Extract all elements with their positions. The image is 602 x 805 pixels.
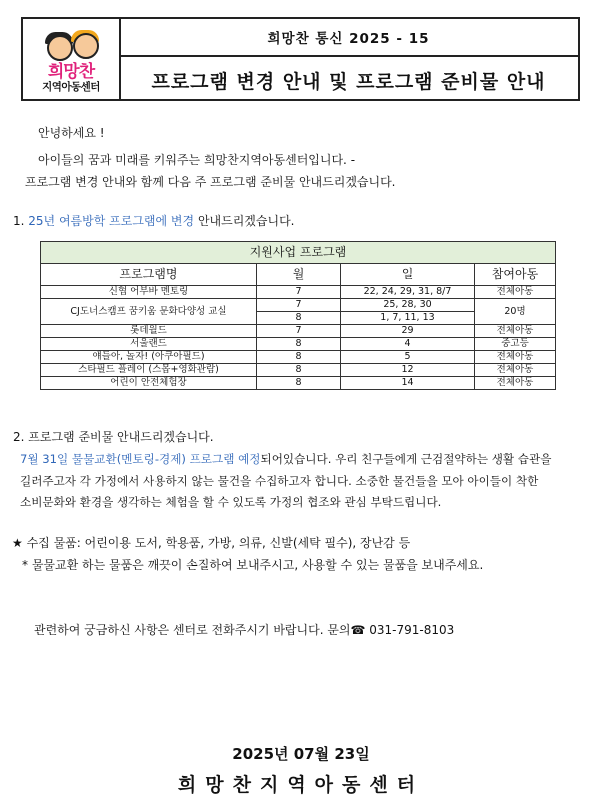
program-participants: 중고등 [475, 338, 556, 351]
program-days: 29 [341, 325, 475, 338]
section2-line [20, 452, 551, 467]
page-title: 프로그램 변경 안내 및 프로그램 준비물 안내 [151, 71, 546, 93]
program-name: 스타필드 플레이 (스몹+영화관람) [41, 364, 257, 377]
logo-box [23, 19, 121, 99]
issue-date: 2025년 07월 23일 [232, 745, 370, 763]
section2-line: 길러주고자 각 가정에서 사용하지 않는 물건을 수집하고자 합니다. 소중한 물건들을 모아 아이들이 착한 [20, 474, 539, 488]
table-row [41, 299, 556, 312]
table-row [41, 364, 556, 377]
contact-info: 관련하여 궁금하신 사항은 센터로 전화주시기 바랍니다. 문의☎ 031-791-8103 [34, 623, 455, 637]
program-participants: 전체아동 [475, 351, 556, 364]
column-header: 월 [257, 264, 341, 286]
table-row [41, 377, 556, 390]
intro-line: 아이들의 꿈과 미래를 키워주는 희망찬지역아동센터입니다. - [38, 153, 356, 167]
program-days: 4 [341, 338, 475, 351]
program-participants: 전체아동 [475, 377, 556, 390]
section2-highlight: 7월 31일 물물교환(멘토링-경제) 프로그램 예정 [20, 452, 261, 466]
issue-number: 희망찬 통신 2025 - 15 [267, 31, 430, 47]
program-month: 8 [257, 377, 341, 390]
table-caption: 지원사업 프로그램 [41, 242, 556, 264]
column-header: 참여아동 [475, 264, 556, 286]
program-month: 7 [257, 286, 341, 299]
table-row [41, 338, 556, 351]
program-participants: 전체아동 [475, 325, 556, 338]
program-name: CJ도너스캠프 꿈키움 문화다양성 교실 [41, 299, 257, 325]
program-month: 7 [257, 299, 341, 312]
program-month: 8 [257, 338, 341, 351]
program-month: 8 [257, 351, 341, 364]
logo-title: 희망찬 [47, 62, 95, 82]
program-month: 7 [257, 325, 341, 338]
section1-suffix: 안내드리겠습니다. [197, 214, 295, 228]
program-name: 신협 어부바 멘토링 [41, 286, 257, 299]
greeting: 안녕하세요 ! [38, 126, 105, 140]
program-days: 1, 7, 11, 13 [341, 312, 475, 325]
collect-items: ★ 수집 물품: 어린이용 도서, 학용품, 가방, 의류, 신발(세탁 필수), 장난감 등 [12, 536, 411, 550]
newsletter-header [21, 17, 580, 101]
section1-number: 1. [13, 214, 25, 228]
program-month: 8 [257, 364, 341, 377]
collect-note: * 물물교환 하는 물품은 깨끗이 손질하여 보내주시고, 사용할 수 있는 물품을 보내주세요. [22, 558, 484, 572]
program-participants: 전체아동 [475, 286, 556, 299]
program-days: 22, 24, 29, 31, 8/7 [341, 286, 475, 299]
section2-line1-rest: 되어있습니다. 우리 친구들에게 근검절약하는 생활 습관을 [260, 452, 552, 466]
section2-heading: 2. 프로그램 준비물 안내드리겠습니다. [13, 430, 214, 444]
section2-line: 소비문화와 환경을 생각하는 체험을 할 수 있도록 가정의 협조와 관심 부탁드립니다. [20, 495, 442, 509]
program-name: 어린이 안전체험장 [41, 377, 257, 390]
program-participants: 20명 [475, 299, 556, 325]
logo-subtitle: 지역아동센터 [42, 81, 100, 93]
program-days: 5 [341, 351, 475, 364]
program-name: 롯데월드 [41, 325, 257, 338]
program-days: 12 [341, 364, 475, 377]
column-header: 일 [341, 264, 475, 286]
table-row [41, 325, 556, 338]
program-name: 서울랜드 [41, 338, 257, 351]
program-participants: 전체아동 [475, 364, 556, 377]
section1-highlight: 25년 여름방학 프로그램에 변경 [28, 214, 195, 228]
table-row [41, 351, 556, 364]
header-divider [119, 55, 578, 57]
program-name: 얘들아, 놀자! (아쿠아필드) [41, 351, 257, 364]
program-days: 14 [341, 377, 475, 390]
column-header: 프로그램명 [41, 264, 257, 286]
center-logo [29, 27, 113, 93]
intro-line: 프로그램 변경 안내와 함께 다음 주 프로그램 준비물 안내드리겠습니다. [25, 175, 396, 189]
program-month: 8 [257, 312, 341, 325]
kid-face-icon [73, 33, 99, 59]
program-table [40, 241, 556, 390]
organization-name: 희망찬지역아동센터 [177, 774, 425, 796]
program-days: 25, 28, 30 [341, 299, 475, 312]
section1-heading [13, 214, 295, 229]
table-row [41, 286, 556, 299]
